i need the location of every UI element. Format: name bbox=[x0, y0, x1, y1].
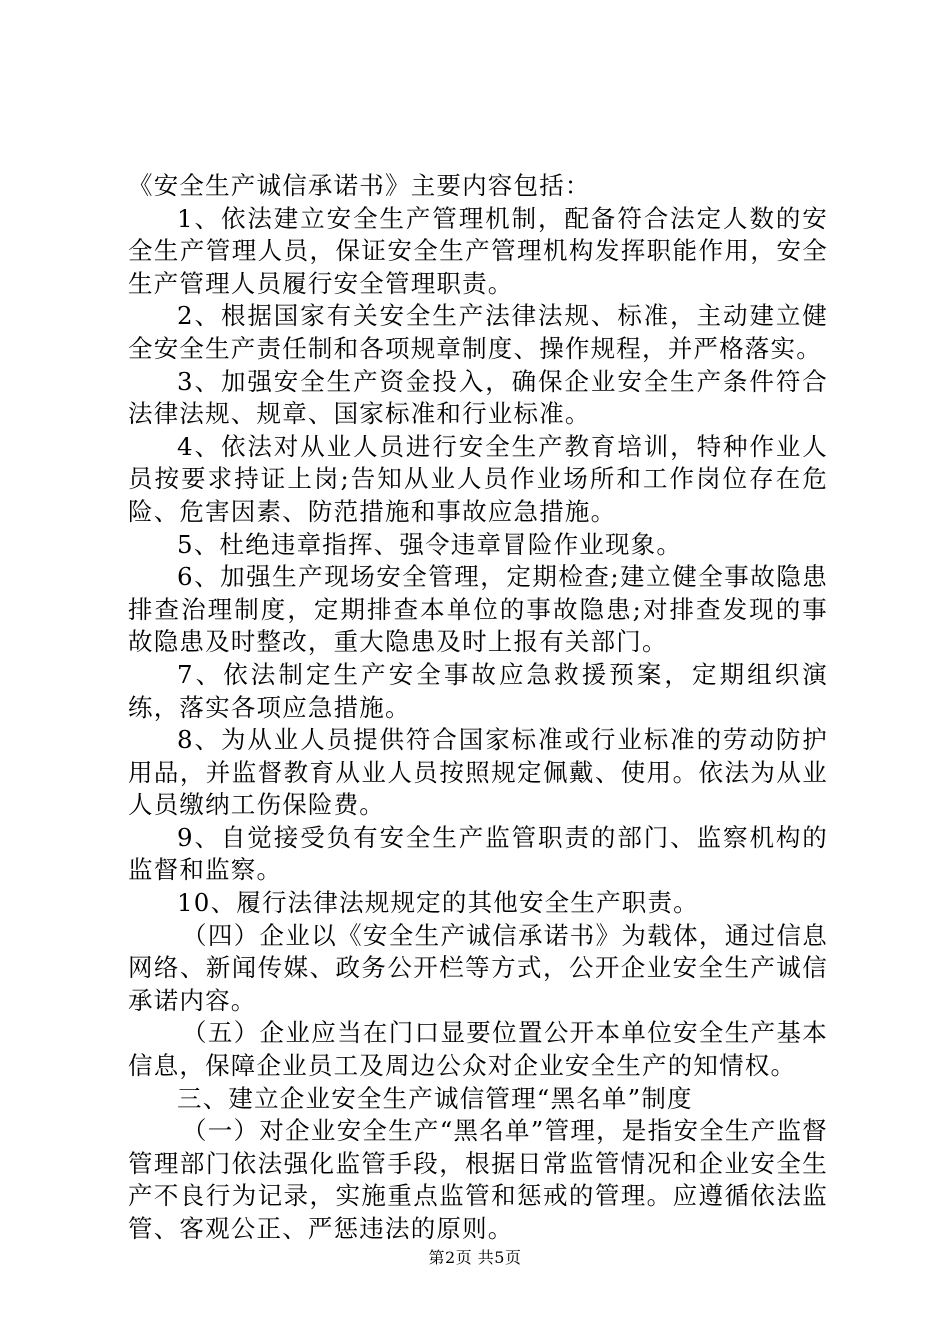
item-paragraph-5: 5、杜绝违章指挥、强令违章冒险作业现象。 bbox=[177, 529, 683, 559]
section-paragraph-5: （五）企业应当在门口显要位置公开本单位安全生产基本信息，保障企业员工及周边公众对企业安全生产的知情权。 bbox=[128, 1018, 828, 1081]
section-paragraph-blacklist-1: （一）对企业安全生产“黑名单”管理，是指安全生产监督管理部门依法强化监管手段，根据日常监管情况和企业安全生产不良行为记录，实施重点监管和惩戒的管理。应遵循依法监管、客观公正、严惩违法的原则。 bbox=[128, 1116, 828, 1243]
intro-paragraph: 《安全生产诚信承诺书》主要内容包括： bbox=[128, 171, 591, 200]
document-body bbox=[128, 170, 828, 1246]
heading-blacklist: 三、建立企业安全生产诚信管理“黑名单”制度 bbox=[177, 1083, 693, 1113]
page-footer: 第2页 共5页 bbox=[428, 1248, 522, 1267]
item-paragraph-6: 6、加强生产现场安全管理，定期检查;建立健全事故隐患排查治理制度，定期排查本单位的事故隐患;对排查发现的事故隐患及时整改，重大隐患及时上报有关部门。 bbox=[128, 562, 828, 657]
item-paragraph-3: 3、加强安全生产资金投入，确保企业安全生产条件符合法律法规、规章、国家标准和行业标准。 bbox=[128, 366, 828, 429]
item-paragraph-1: 1、依法建立安全生产管理机制，配备符合法定人数的安全生产管理人员，保证安全生产管理机构发挥职能作用，安全生产管理人员履行安全管理职责。 bbox=[128, 203, 828, 298]
item-paragraph-2: 2、根据国家有关安全生产法律法规、标准，主动建立健全安全生产责任制和各项规章制度、操作规程，并严格落实。 bbox=[128, 301, 828, 363]
item-paragraph-8: 8、为从业人员提供符合国家标准或行业标准的劳动防护用品，并监督教育从业人员按照规定佩戴、使用。依法为从业人员缴纳工伤保险费。 bbox=[128, 725, 828, 820]
item-paragraph-9: 9、自觉接受负有安全生产监管职责的部门、监察机构的监督和监察。 bbox=[128, 822, 828, 885]
item-paragraph-7: 7、依法制定生产安全事故应急救援预案，定期组织演练，落实各项应急措施。 bbox=[128, 659, 828, 722]
item-paragraph-4: 4、依法对从业人员进行安全生产教育培训，特种作业人员按要求持证上岗;告知从业人员作业场所和工作岗位存在危险、危害因素、防范措施和事故应急措施。 bbox=[128, 431, 828, 526]
item-paragraph-10: 10、履行法律法规规定的其他安全生产职责。 bbox=[177, 888, 699, 918]
section-paragraph-4: （四）企业以《安全生产诚信承诺书》为载体，通过信息网络、新闻传媒、政务公开栏等方式，公开企业安全生产诚信承诺内容。 bbox=[128, 920, 828, 1015]
